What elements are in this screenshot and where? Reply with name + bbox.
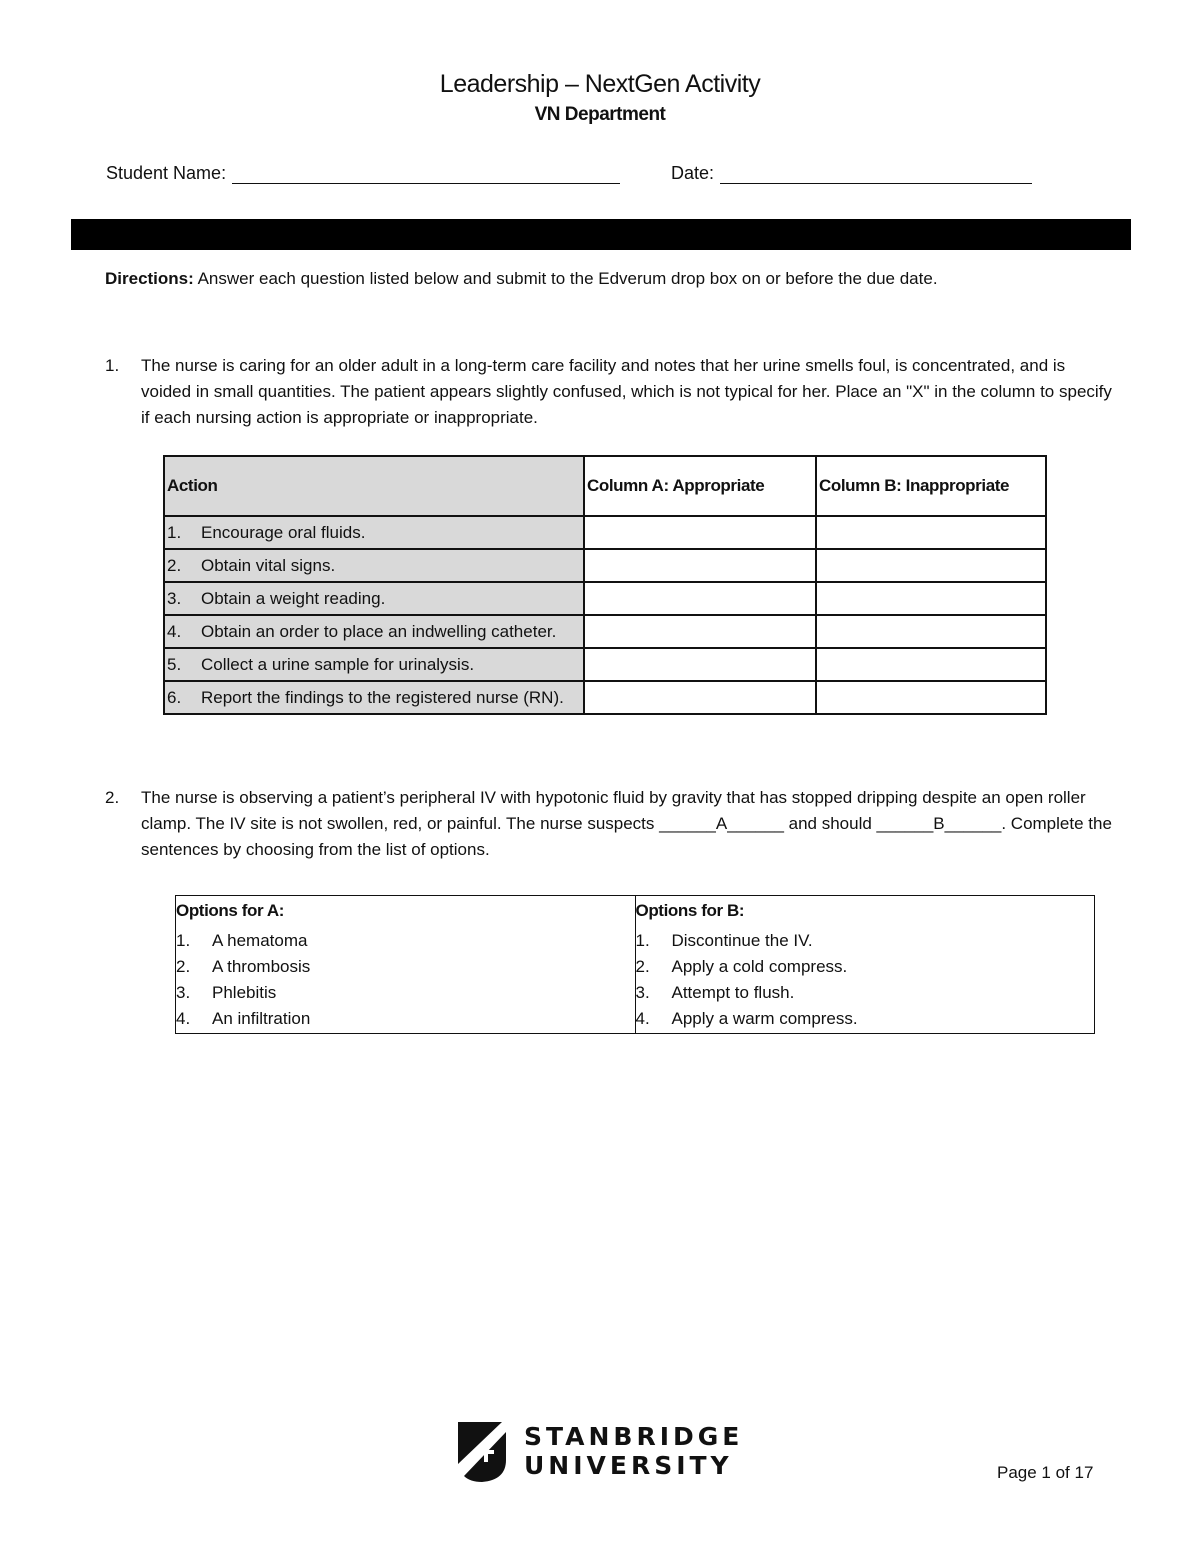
list-item <box>176 1006 635 1032</box>
date-label: Date: <box>671 163 715 183</box>
action-number: 1. <box>167 522 182 542</box>
stanbridge-shield-icon <box>456 1420 518 1484</box>
option-text: Attempt to flush. <box>671 983 795 1002</box>
option-number: 3. <box>176 983 191 1002</box>
action-number: 2. <box>167 555 182 575</box>
directions <box>105 269 1135 289</box>
action-text: Obtain an order to place an indwelling catheter. <box>201 621 557 641</box>
list-item <box>636 954 1095 980</box>
table-row <box>164 582 1046 615</box>
section-divider-bar <box>71 219 1131 250</box>
option-number: 4. <box>635 1009 650 1028</box>
logo-line-2: UNIVERSITY <box>524 1451 733 1480</box>
options-table <box>175 895 1095 1034</box>
option-text: Discontinue the IV. <box>671 931 813 950</box>
option-number: 4. <box>176 1009 191 1028</box>
list-item <box>636 928 1095 954</box>
action-text: Report the findings to the registered nurse (RN). <box>201 687 564 707</box>
options-a-heading: Options for A: <box>176 901 285 920</box>
action-text: Collect a urine sample for urinalysis. <box>201 654 475 674</box>
option-text: A hematoma <box>212 931 308 950</box>
logo-wordmark <box>524 1422 743 1480</box>
option-text: An infiltration <box>212 1009 311 1028</box>
student-name-field <box>106 160 620 184</box>
page-number: Page 1 of 17 <box>997 1463 1094 1482</box>
column-b-answer-cell[interactable] <box>816 516 1046 549</box>
action-number: 6. <box>167 687 182 707</box>
action-text: Encourage oral fluids. <box>201 522 366 542</box>
table-row <box>164 549 1046 582</box>
directions-text: Answer each question listed below and submit to the Edverum drop box on or before the due date. <box>193 269 938 288</box>
list-item <box>636 1006 1095 1032</box>
stanbridge-university-logo <box>456 1420 746 1484</box>
action-cell <box>164 681 584 714</box>
action-table-header-row <box>164 456 1046 516</box>
date-input-line[interactable] <box>720 163 1032 184</box>
action-cell <box>164 582 584 615</box>
column-a-answer-cell[interactable] <box>584 648 816 681</box>
table-row <box>164 615 1046 648</box>
column-a-answer-cell[interactable] <box>584 615 816 648</box>
column-b-answer-cell[interactable] <box>816 648 1046 681</box>
student-name-label: Student Name: <box>106 163 227 183</box>
student-name-input-line[interactable] <box>232 163 620 184</box>
column-a-answer-cell[interactable] <box>584 582 816 615</box>
action-cell <box>164 516 584 549</box>
document-subtitle: VN Department <box>534 104 666 125</box>
directions-label: Directions: <box>105 269 194 288</box>
column-a-answer-cell[interactable] <box>584 549 816 582</box>
question-1-number: 1. <box>105 356 120 375</box>
table-row <box>164 516 1046 549</box>
option-text: Phlebitis <box>212 983 277 1002</box>
action-number: 3. <box>167 588 182 608</box>
column-a-answer-cell[interactable] <box>584 516 816 549</box>
logo-line-1: STANBRIDGE <box>524 1422 744 1451</box>
list-item <box>176 954 635 980</box>
options-b-cell <box>635 896 1095 1034</box>
column-b-answer-cell[interactable] <box>816 582 1046 615</box>
list-item <box>636 980 1095 1006</box>
document-title: Leadership – NextGen Activity <box>439 70 761 98</box>
header-action: Action <box>164 456 584 516</box>
question-1-text: The nurse is caring for an older adult in a long-term care facility and notes that her urine smells foul, is concentrated, and is voided in small quantities. The patient appears slightly confused, which is not typical for her. Place an "X" in the column to specify if each nursing action is appropriate or inappropriate. <box>141 356 1112 427</box>
action-cell <box>164 549 584 582</box>
action-text: Obtain a weight reading. <box>201 588 386 608</box>
list-item <box>176 928 635 954</box>
header-column-a: Column A: Appropriate <box>584 456 816 516</box>
option-number: 1. <box>635 931 650 950</box>
action-table <box>163 455 1047 715</box>
table-row <box>164 648 1046 681</box>
action-cell <box>164 615 584 648</box>
question-2 <box>105 785 1115 863</box>
option-number: 2. <box>176 957 191 976</box>
column-b-answer-cell[interactable] <box>816 681 1046 714</box>
option-text: A thrombosis <box>212 957 311 976</box>
options-b-heading: Options for B: <box>635 901 745 920</box>
date-field <box>671 160 1032 184</box>
action-number: 4. <box>167 621 182 641</box>
option-number: 1. <box>176 931 191 950</box>
options-row <box>176 896 1095 1034</box>
column-a-answer-cell[interactable] <box>584 681 816 714</box>
table-row <box>164 681 1046 714</box>
question-2-number: 2. <box>105 788 120 807</box>
column-b-answer-cell[interactable] <box>816 615 1046 648</box>
question-2-text: The nurse is observing a patient’s peripheral IV with hypotonic fluid by gravity that has stopped dripping despite an open roller clamp. The IV site is not swollen, red, or painful. The nurse suspects ______A______ and should ______B______. Complete the sentences by choosing from the list of options. <box>141 788 1112 859</box>
option-number: 3. <box>635 983 650 1002</box>
list-item <box>176 980 635 1006</box>
action-number: 5. <box>167 654 182 674</box>
header-column-b: Column B: Inappropriate <box>816 456 1046 516</box>
question-1 <box>105 353 1115 431</box>
action-cell <box>164 648 584 681</box>
option-text: Apply a cold compress. <box>671 957 848 976</box>
action-text: Obtain vital signs. <box>201 555 336 575</box>
option-number: 2. <box>635 957 650 976</box>
column-b-answer-cell[interactable] <box>816 549 1046 582</box>
options-a-cell <box>176 896 636 1034</box>
option-text: Apply a warm compress. <box>671 1009 858 1028</box>
